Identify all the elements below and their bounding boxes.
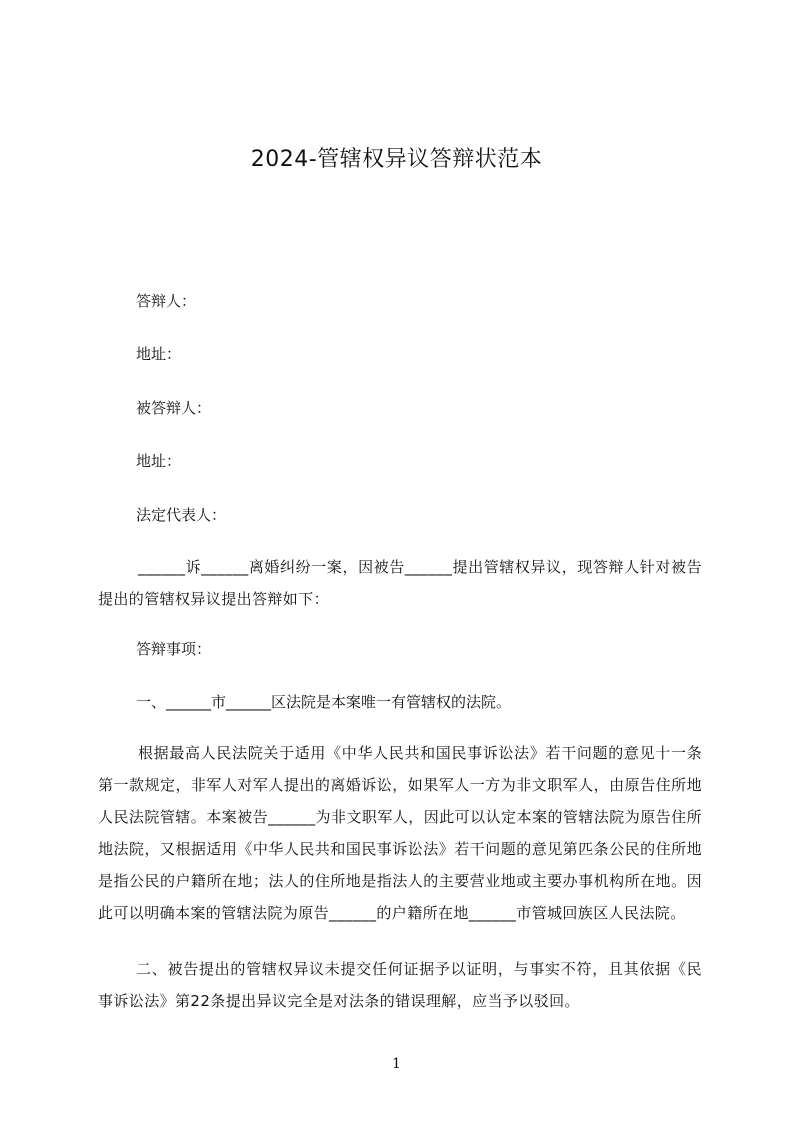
respondent-label: 答辩人： xyxy=(136,292,197,310)
document-title: 2024-管辖权异议答辩状范本 xyxy=(250,147,543,172)
intro-paragraph: ______诉______离婚纠纷一案，因被告______提出管辖权异议，现答辩人针对被告提出的管辖权异议提出答辩如下： xyxy=(98,558,702,608)
basis-paragraph: 根据最高人民法院关于适用《中华人民共和国民事诉讼法》若干问题的意见十一条第一款规定，非军人对军人提出的离婚诉讼，如果军人一方为非文职军人，由原告住所地人民法院管辖。本案被告______为非文职军人，因此可以认定本案的管辖法院为原告住所地法院，又根据适用《中华人民共和国民事诉讼法》若干问题的意见第匹条公民的住所地是指公民的户籍所在地；法人的住所地是指法人的主要营业地或主要办事机构所在地。因此可以明确本案的管辖法院为原告______的户籍所在地______市管城回族区人民法院。 xyxy=(98,744,702,922)
defense-item-two: 二、被告提出的管辖权异议未提交任何证据予以证明，与事实不符，且其依据《民事诉讼法》第22条提出异议完全是对法条的错误理解，应当予以驳回。 xyxy=(98,960,702,1010)
defense-item-one: 一、______市______区法院是本案唯一有管辖权的法院。 xyxy=(136,693,512,711)
page-number: 1 xyxy=(392,1056,401,1072)
defendant-address-label: 地址： xyxy=(136,452,182,470)
legal-representative-label: 法定代表人： xyxy=(136,506,227,524)
defendant-label: 被答辩人： xyxy=(136,399,212,417)
defense-items-heading: 答辩事项： xyxy=(136,640,212,658)
respondent-address-label: 地址： xyxy=(136,345,182,363)
